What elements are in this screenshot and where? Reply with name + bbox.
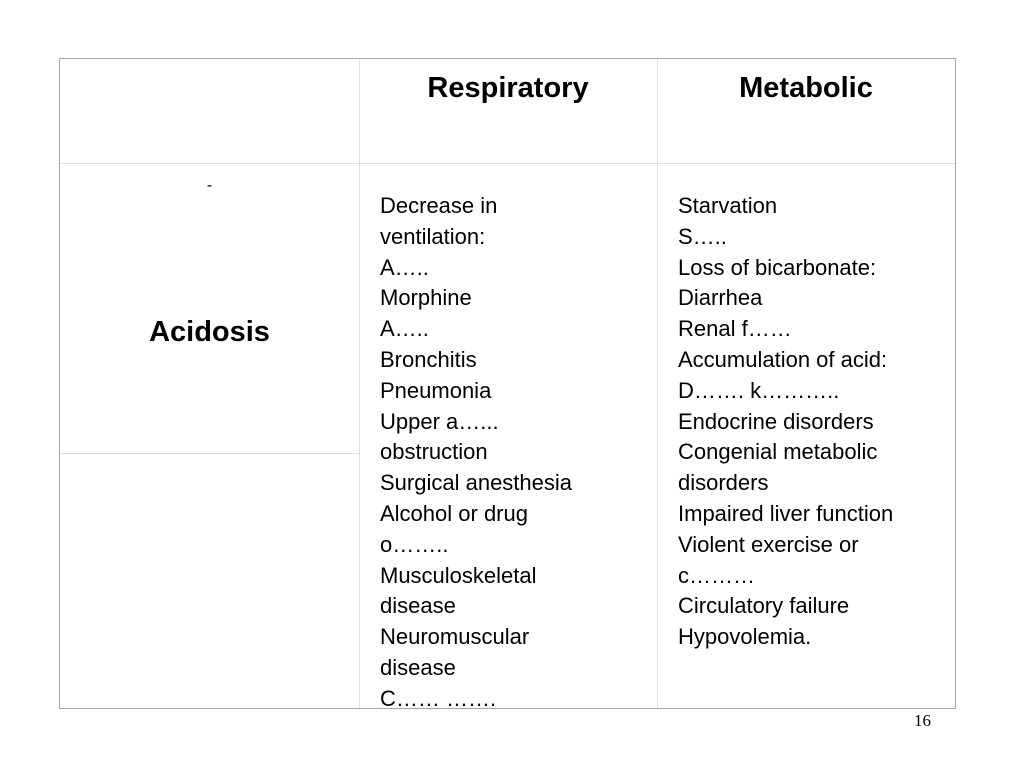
list-item: S….. (678, 223, 727, 249)
list-item: o…….. (380, 531, 449, 557)
list-item: Alcohol or drug (380, 500, 528, 526)
row-label-acidosis: Acidosis (149, 316, 270, 348)
list-item: Morphine (380, 285, 472, 311)
list-item: Renal f…… (678, 316, 792, 342)
list-item: disease (380, 593, 456, 619)
header-respiratory: Respiratory (427, 72, 589, 104)
label-cell-divider (60, 453, 359, 454)
dash-mark: - (206, 177, 213, 194)
list-item: obstruction (380, 439, 488, 465)
list-item: disease (380, 654, 456, 680)
list-item: Decrease in (380, 193, 498, 218)
list-item: Violent exercise or (678, 531, 859, 557)
list-item: Bronchitis (380, 346, 477, 372)
list-item: Diarrhea (678, 285, 763, 311)
acidosis-table (59, 58, 956, 709)
list-item: A….. (380, 316, 429, 342)
list-item: Congenial metabolic (678, 439, 878, 465)
column-divider-2 (657, 59, 658, 708)
list-item: Hypovolemia. (678, 624, 812, 650)
list-item: disorders (678, 470, 769, 496)
list-item: C…… ……. (380, 685, 497, 711)
list-item: Loss of bicarbonate: (678, 254, 877, 280)
respiratory-causes-list (380, 191, 572, 715)
metabolic-causes-list (678, 191, 893, 653)
list-item: D……. k……….. (678, 377, 840, 403)
list-item: Pneumonia (380, 377, 492, 403)
header-row-divider (60, 163, 955, 164)
list-item: Neuromuscular (380, 624, 530, 650)
list-item: c……… (678, 562, 755, 588)
list-item: Upper a…... (380, 408, 499, 434)
list-item: Endocrine disorders (678, 408, 874, 434)
list-item: Impaired liver function (678, 500, 894, 526)
list-item: Starvation (678, 193, 778, 218)
page-number: 16 (914, 711, 931, 730)
column-divider-1 (359, 59, 360, 708)
header-metabolic: Metabolic (739, 72, 873, 104)
list-item: A….. (380, 254, 429, 280)
list-item: Circulatory failure (678, 593, 850, 619)
list-item: ventilation: (380, 223, 486, 249)
list-item: Surgical anesthesia (380, 470, 573, 496)
list-item: Accumulation of acid: (678, 346, 888, 372)
list-item: Musculoskeletal (380, 562, 537, 588)
